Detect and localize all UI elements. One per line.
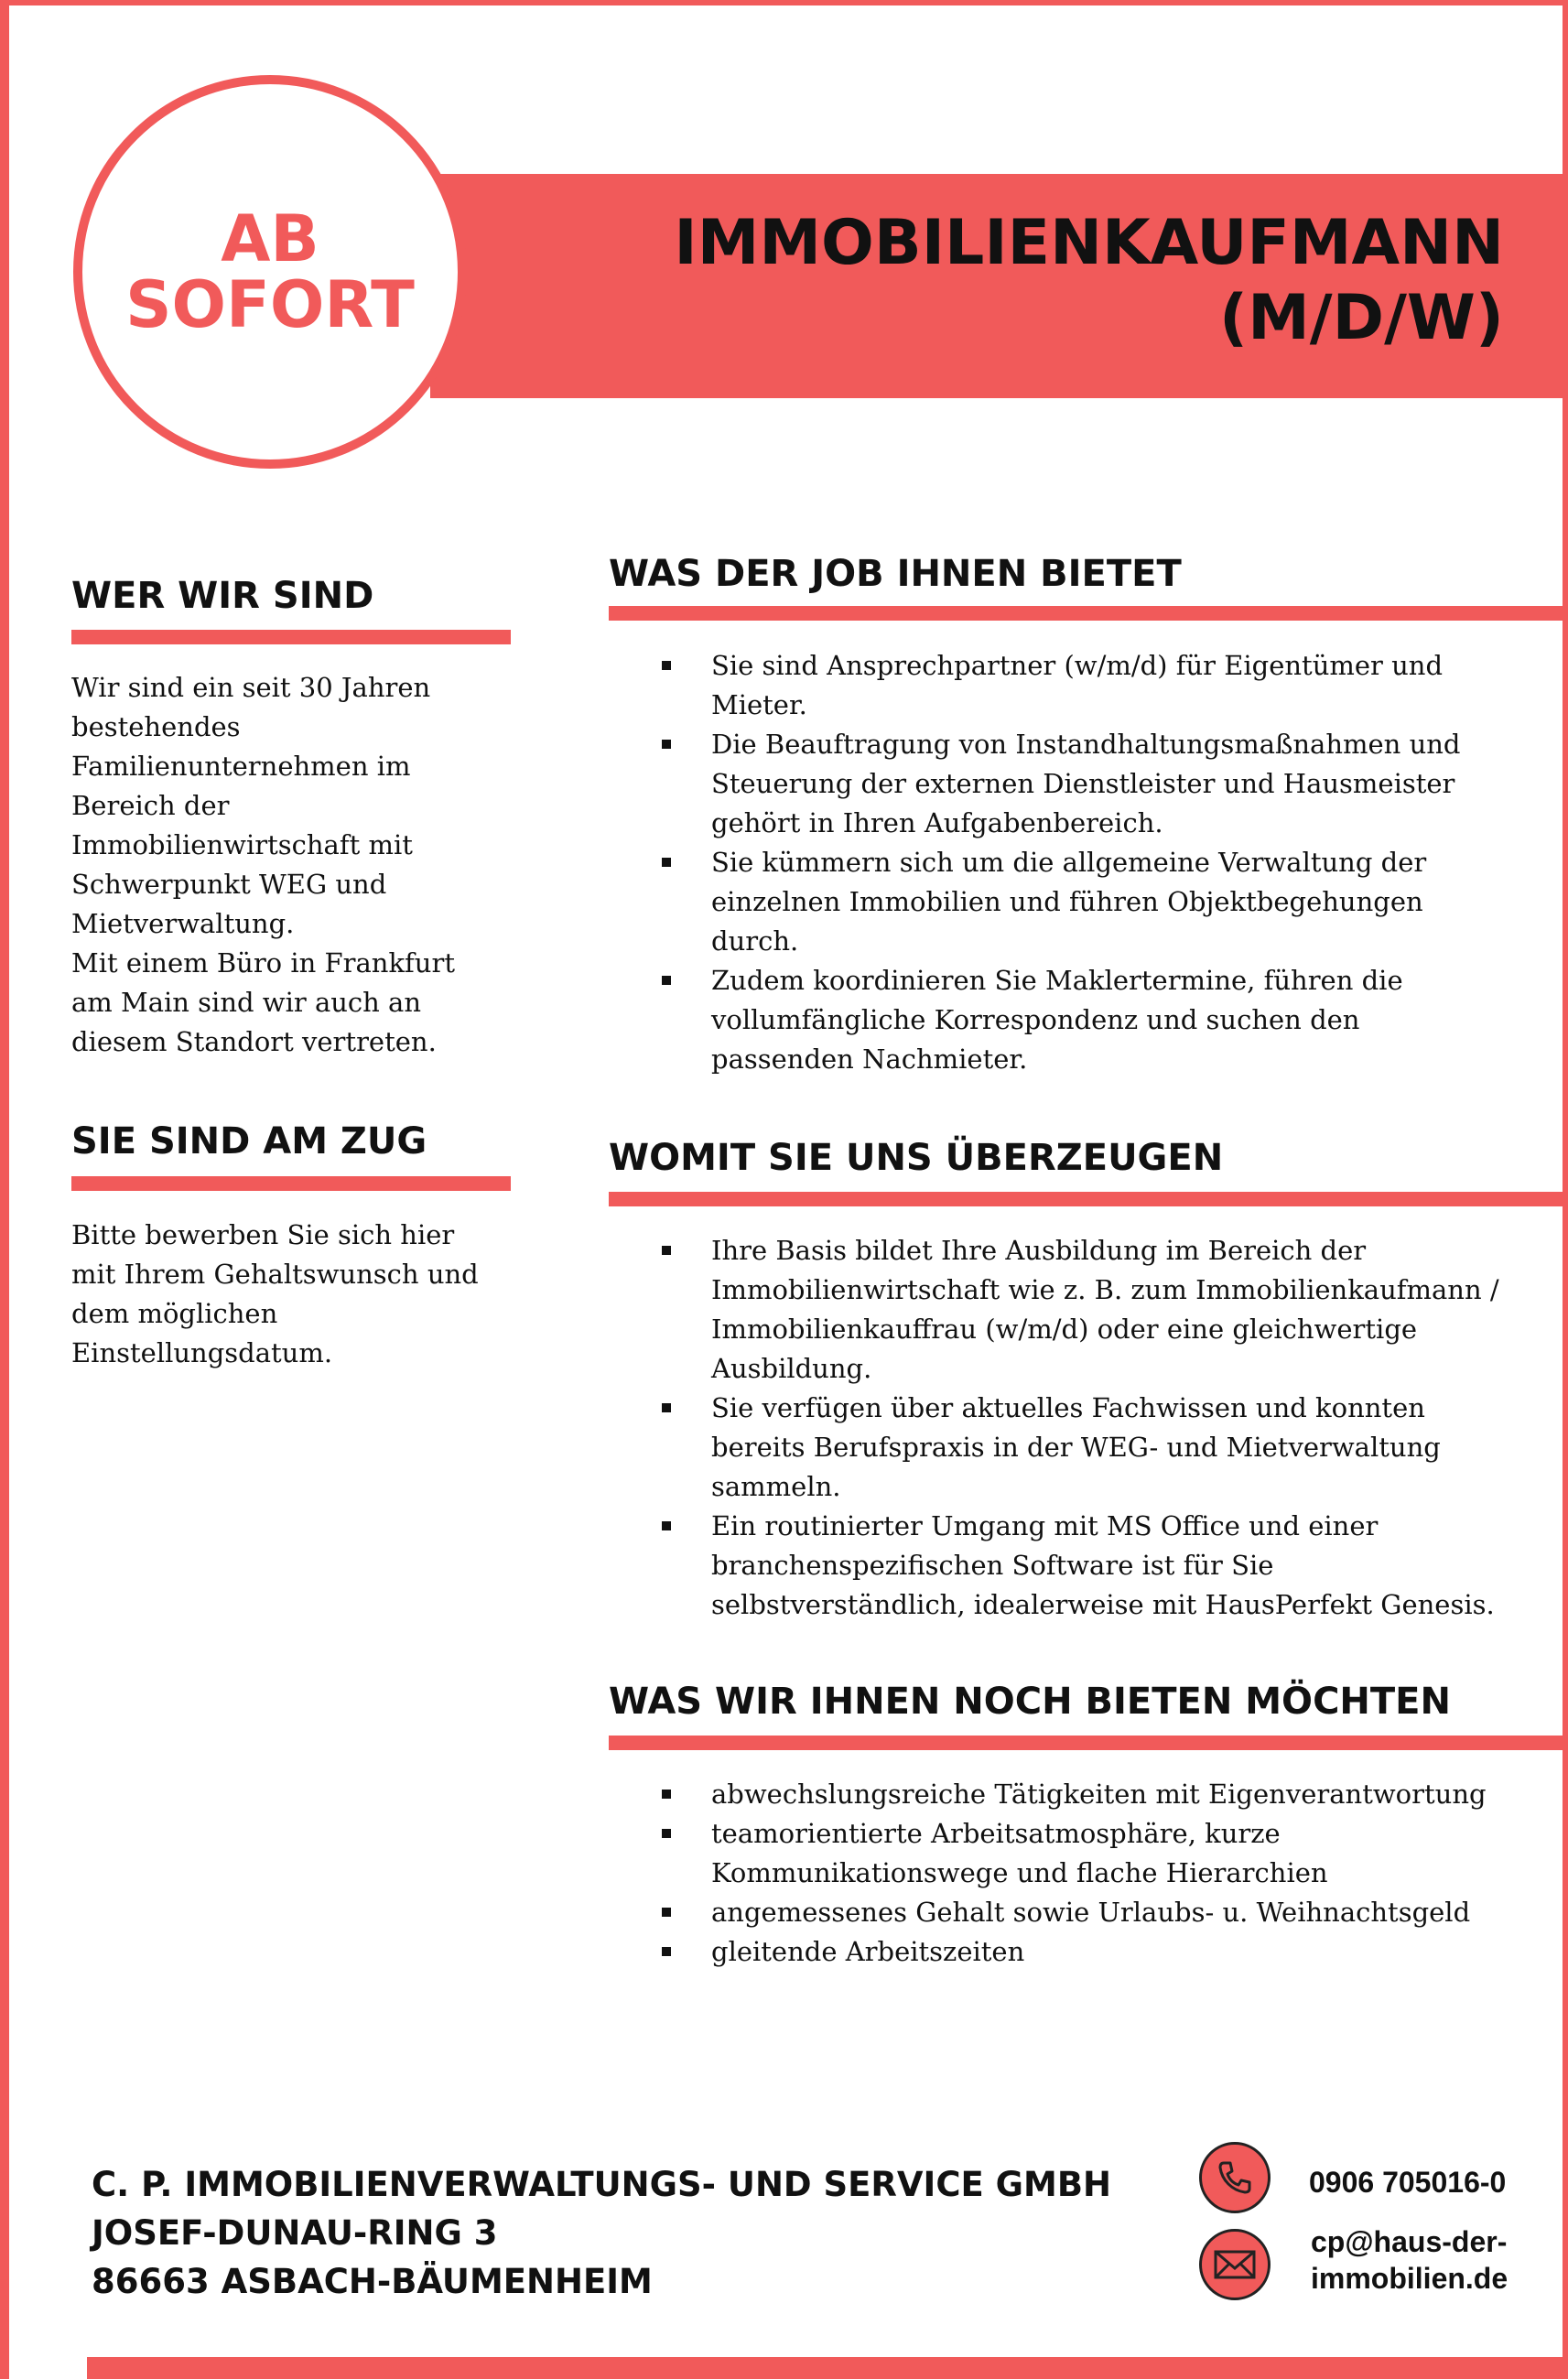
phone-number[interactable]: 0906 705016-0: [1309, 2166, 1507, 2199]
apply-text: Bitte bewerben Sie sich hier mit Ihrem Gehaltswunsch und dem möglichen Einstellungsdatum.: [71, 1219, 479, 1368]
email-address[interactable]: cp@haus-der- immobilien.de: [1311, 2225, 1509, 2295]
section-benefits-rule: [609, 1736, 1563, 1750]
frame-bottom: [87, 2357, 1568, 2379]
section-benefits-heading: WAS WIR IHNEN NOCH BIETEN MÖCHTEN: [609, 1681, 1451, 1723]
company-address: [92, 2160, 1111, 2306]
job-title-line1: IMMOBILIENKAUFMANN: [674, 207, 1504, 279]
who-heading: WER WIR SIND: [71, 575, 374, 617]
list-item: Ihre Basis bildet Ihre Ausbildung im Bereich der Immobilienwirtschaft wie z. B. zum Immobilienkaufmann / Immobilienkauffrau (w/m/d) oder eine gleichwertige Ausbildung.: [662, 1231, 1559, 1389]
list-item: gleitende Arbeitszeiten: [662, 1932, 1563, 1972]
company-street: JOSEF-DUNAU-RING 3: [92, 2213, 498, 2253]
section-requirements-list: [662, 1231, 1559, 1625]
job-title-line2: (M/D/W): [1219, 282, 1504, 354]
list-item: Sie kümmern sich um die allgemeine Verwaltung der einzelnen Immobilien und führen Objektbegehungen durch.: [662, 843, 1541, 961]
list-item: angemessenes Gehalt sowie Urlaubs- u. Weihnachtsgeld: [662, 1893, 1563, 1932]
apply-heading: SIE SIND AM ZUG: [71, 1120, 427, 1162]
who-rule: [71, 630, 511, 644]
list-item: Ein routinierter Umgang mit MS Office und einer branchenspezifischen Software ist für Sie selbstverständlich, idealerweise mit HausPerfekt Genesis.: [662, 1507, 1559, 1625]
list-item: Sie verfügen über aktuelles Fachwissen und konnten bereits Berufspraxis in der WEG- und Mietverwaltung sammeln.: [662, 1389, 1559, 1507]
envelope-icon: [1199, 2229, 1271, 2300]
job-title: [497, 206, 1504, 356]
list-item: teamorientierte Arbeitsatmosphäre, kurze Kommunikationswege und flache Hierarchien: [662, 1814, 1563, 1893]
who-text: Wir sind ein seit 30 Jahren bestehendes Familienunternehmen im Bereich der Immobilienwirtschaft mit Schwerpunkt WEG und Mietverwaltung. Mit einem Büro in Frankfurt am Main sind wir auch an diesem Standort vertreten.: [71, 672, 455, 1057]
list-item: Sie sind Ansprechpartner (w/m/d) für Eigentümer und Mieter.: [662, 646, 1541, 725]
frame-top: [0, 0, 1568, 5]
section-benefits-list: [662, 1775, 1563, 1972]
badge-line2: SOFORT: [125, 267, 415, 342]
section-job-rule: [609, 606, 1563, 621]
start-badge: [73, 75, 467, 469]
section-requirements-heading: WOMIT SIE UNS ÜBERZEUGEN: [609, 1137, 1224, 1179]
company-city: 86663 ASBACH-BÄUMENHEIM: [92, 2262, 653, 2301]
section-job-list: [662, 646, 1541, 1079]
list-item: Zudem koordinieren Sie Maklertermine, führen die vollumfängliche Korrespondenz und suchen den passenden Nachmieter.: [662, 961, 1541, 1079]
badge-line1: AB: [221, 201, 319, 276]
frame-left: [0, 0, 9, 2379]
company-name: C. P. IMMOBILIENVERWALTUNGS- UND SERVICE GMBH: [92, 2165, 1111, 2204]
section-requirements-rule: [609, 1192, 1563, 1206]
list-item: abwechslungsreiche Tätigkeiten mit Eigenverantwortung: [662, 1775, 1563, 1814]
apply-rule: [71, 1176, 511, 1191]
phone-icon: [1199, 2142, 1271, 2213]
list-item: Die Beauftragung von Instandhaltungsmaßnahmen und Steuerung der externen Dienstleister und Hausmeister gehört in Ihren Aufgabenbereich.: [662, 725, 1541, 843]
section-job-heading: WAS DER JOB IHNEN BIETET: [609, 553, 1182, 595]
